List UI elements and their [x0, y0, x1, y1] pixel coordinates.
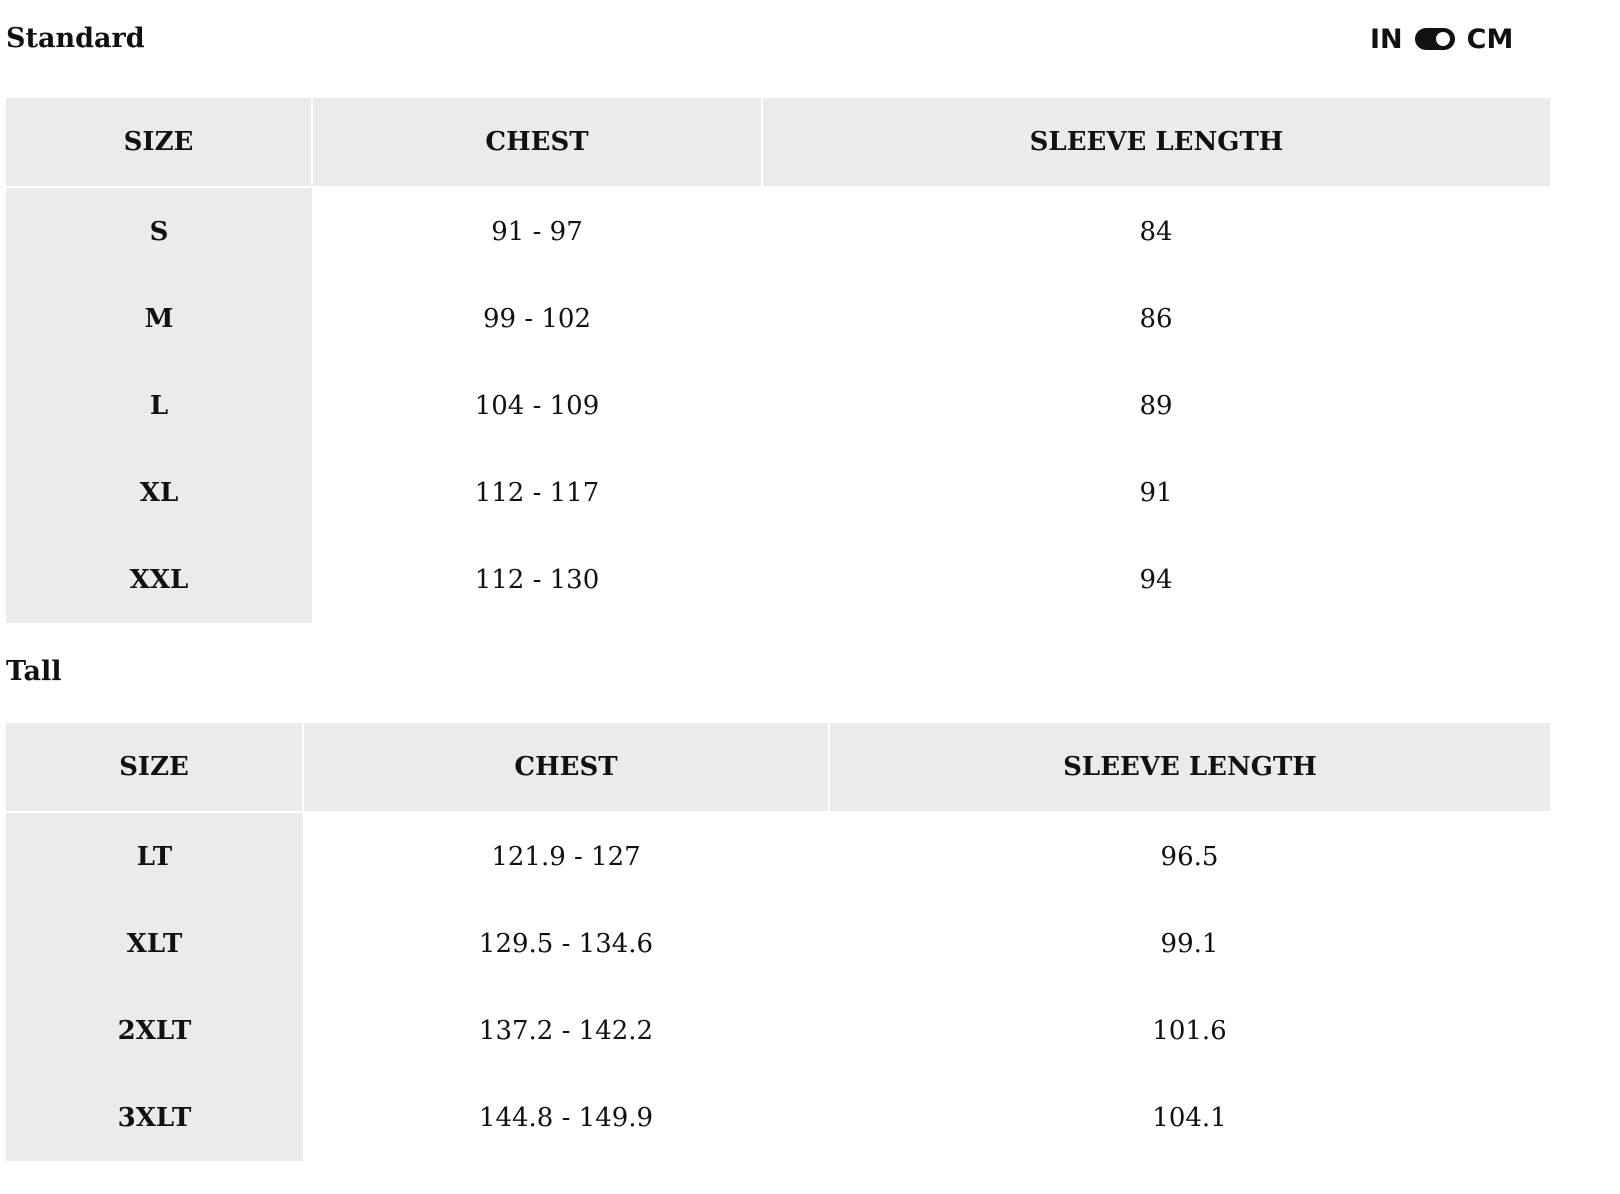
chest-cell: 137.2 - 142.2 [303, 987, 829, 1074]
header-sleeve-length: SLEEVE LENGTH [829, 723, 1550, 812]
unit-label-cm[interactable]: CM [1466, 23, 1514, 55]
size-cell: XLT [6, 900, 303, 987]
header-size: SIZE [6, 98, 312, 187]
sleeve-cell: 104.1 [829, 1074, 1550, 1161]
chest-cell: 104 - 109 [312, 362, 762, 449]
size-cell: XXL [6, 536, 312, 623]
switch-knob [1436, 32, 1450, 46]
sleeve-cell: 99.1 [829, 900, 1550, 987]
table-row [6, 536, 1550, 623]
chest-cell: 112 - 130 [312, 536, 762, 623]
size-cell: M [6, 275, 312, 362]
table-row [6, 812, 1550, 900]
size-cell: S [6, 187, 312, 275]
chest-cell: 129.5 - 134.6 [303, 900, 829, 987]
table-row [6, 900, 1550, 987]
section-title-tall: Tall [6, 656, 62, 687]
sleeve-cell: 101.6 [829, 987, 1550, 1074]
unit-label-in[interactable]: IN [1370, 23, 1403, 55]
sleeve-cell: 86 [762, 275, 1550, 362]
size-table-tall [6, 723, 1550, 1161]
table-row [6, 1074, 1550, 1161]
table-row [6, 449, 1550, 536]
size-cell: XL [6, 449, 312, 536]
size-cell: LT [6, 812, 303, 900]
chest-cell: 112 - 117 [312, 449, 762, 536]
unit-switch[interactable] [1415, 28, 1455, 50]
size-cell: 3XLT [6, 1074, 303, 1161]
header-chest: CHEST [303, 723, 829, 812]
sleeve-cell: 84 [762, 187, 1550, 275]
table-row [6, 362, 1550, 449]
unit-toggle[interactable] [1370, 22, 1520, 56]
table-header-row [6, 723, 1550, 812]
header-chest: CHEST [312, 98, 762, 187]
chest-cell: 99 - 102 [312, 275, 762, 362]
sleeve-cell: 91 [762, 449, 1550, 536]
size-cell: 2XLT [6, 987, 303, 1074]
chest-cell: 144.8 - 149.9 [303, 1074, 829, 1161]
table-row [6, 275, 1550, 362]
size-cell: L [6, 362, 312, 449]
sleeve-cell: 89 [762, 362, 1550, 449]
sleeve-cell: 96.5 [829, 812, 1550, 900]
size-table-standard [6, 98, 1550, 623]
table-header-row [6, 98, 1550, 187]
header-size: SIZE [6, 723, 303, 812]
table-row [6, 187, 1550, 275]
chest-cell: 121.9 - 127 [303, 812, 829, 900]
chest-cell: 91 - 97 [312, 187, 762, 275]
table-row [6, 987, 1550, 1074]
header-sleeve-length: SLEEVE LENGTH [762, 98, 1550, 187]
section-title-standard: Standard [6, 23, 145, 54]
sleeve-cell: 94 [762, 536, 1550, 623]
